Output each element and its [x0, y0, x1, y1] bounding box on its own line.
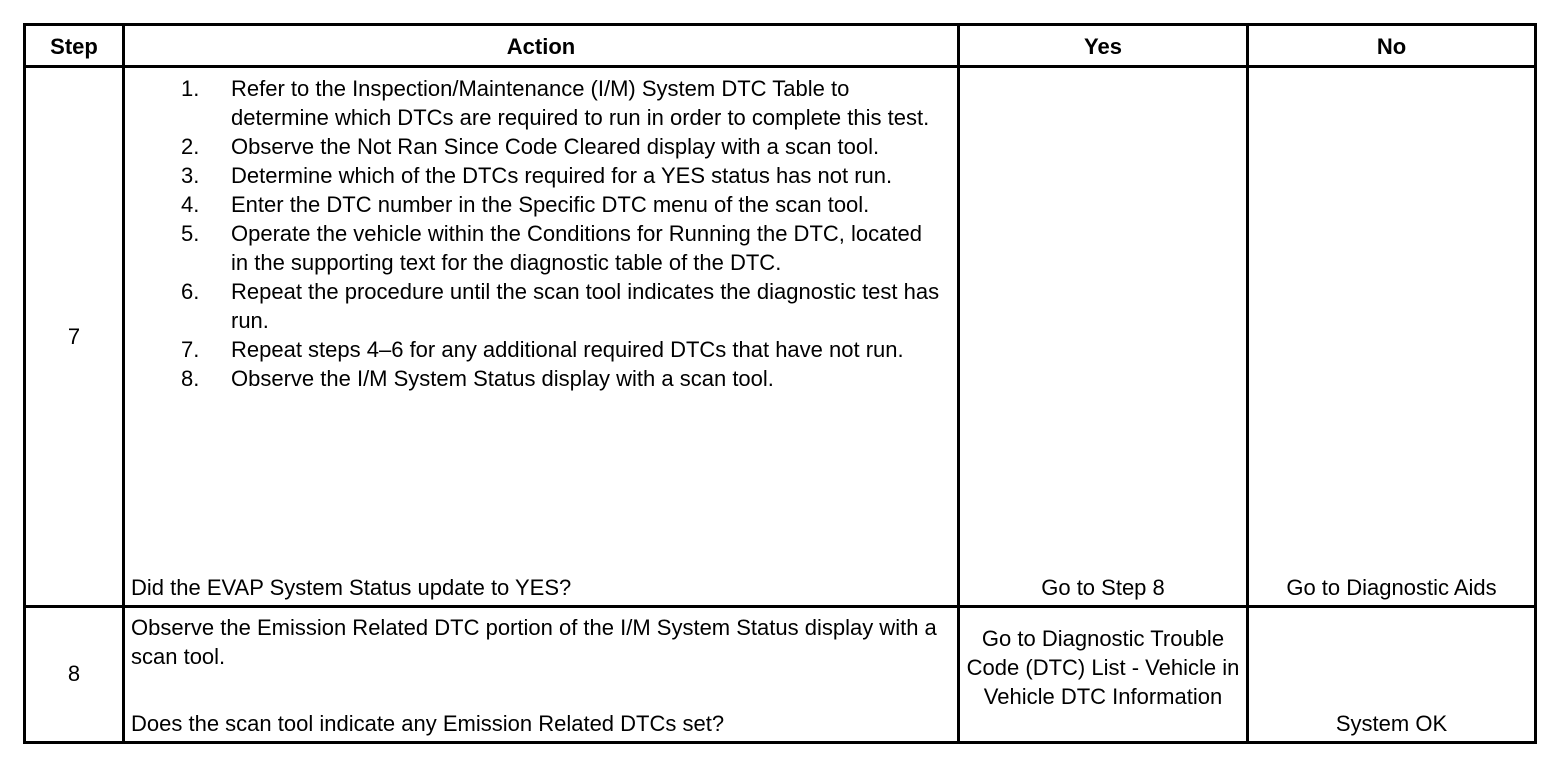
question-text: Does the scan tool indicate any Emission Related DTCs set?: [131, 711, 725, 736]
step-cell: [26, 608, 125, 741]
diagnostic-table: [23, 23, 1537, 744]
header-no: No: [1376, 34, 1407, 59]
list-item: 7. Repeat steps 4–6 for any additional required DTCs that have not run.: [181, 337, 904, 362]
table-row-step-8: [26, 608, 1534, 741]
list-item: 2. Observe the Not Ran Since Code Cleared display with a scan tool.: [181, 134, 880, 159]
yes-cell: [960, 608, 1249, 741]
no-result: Go to Diagnostic Aids: [1286, 575, 1497, 600]
yes-result: Go to Step 8: [1041, 575, 1165, 600]
table-header-row: [26, 26, 1534, 68]
action-steps-list: [125, 74, 955, 393]
no-result: System OK: [1335, 711, 1448, 736]
action-cell: [125, 68, 960, 605]
step-number: 7: [67, 324, 81, 349]
header-yes: Yes: [960, 26, 1249, 65]
yes-result: Go to Diagnostic Trouble Code (DTC) List - Vehicle in Vehicle DTC Information: [966, 626, 1240, 709]
list-item: 4. Enter the DTC number in the Specific DTC menu of the scan tool.: [181, 192, 870, 217]
no-cell: [1249, 68, 1534, 605]
list-item: 6. Repeat the procedure until the scan tool indicates the diagnostic test has run.: [181, 279, 940, 333]
list-item: 8. Observe the I/M System Status display with a scan tool.: [181, 366, 774, 391]
step-cell: [26, 68, 125, 605]
list-item: 3. Determine which of the DTCs required for a YES status has not run.: [181, 163, 893, 188]
step-number: 8: [67, 661, 81, 686]
no-cell: [1249, 608, 1534, 741]
question-text: Did the EVAP System Status update to YES?: [131, 575, 572, 600]
list-item: 5. Operate the vehicle within the Conditions for Running the DTC, located in the supporting text for the diagnostic table of the DTC.: [181, 221, 922, 275]
instruction-text: Observe the Emission Related DTC portion of the I/M System Status display with a scan tool.: [131, 615, 937, 669]
action-cell: [125, 608, 960, 741]
table-row-step-7: [26, 68, 1534, 608]
list-item: 1. Refer to the Inspection/Maintenance (I/M) System DTC Table to determine which DTCs are required to run in order to complete this test.: [181, 76, 930, 130]
yes-cell: [960, 68, 1249, 605]
header-action: Action: [125, 26, 960, 65]
header-step: Step: [26, 26, 125, 65]
